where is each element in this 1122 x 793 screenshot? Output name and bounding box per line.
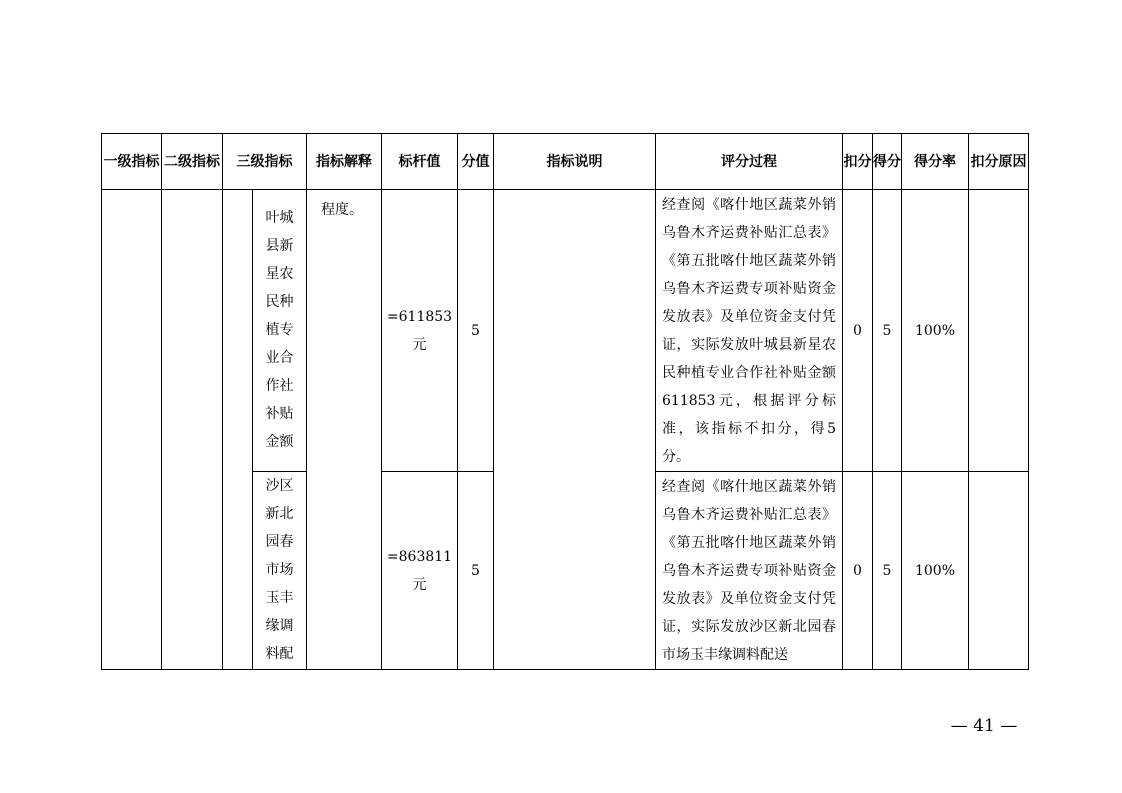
evaluation-table — [101, 133, 1029, 670]
target-cell: =863811元 — [382, 472, 458, 670]
reason-cell — [969, 190, 1029, 472]
header-rate: 得分率 — [902, 134, 969, 190]
deduct-cell: 0 — [843, 472, 873, 670]
score-cell: 5 — [458, 190, 494, 472]
target-cell: =611853元 — [382, 190, 458, 472]
header-level2: 二级指标 — [162, 134, 223, 190]
explain-cell: 程度。 — [307, 190, 382, 670]
header-level1: 一级指标 — [102, 134, 162, 190]
header-reason: 扣分原因 — [969, 134, 1029, 190]
header-explain: 指标解释 — [307, 134, 382, 190]
rate-cell: 100% — [902, 472, 969, 670]
header-got: 得分 — [873, 134, 902, 190]
header-row — [102, 134, 1029, 190]
header-deduct: 扣分 — [843, 134, 873, 190]
level2-cell — [162, 190, 223, 670]
table-row — [102, 190, 1029, 472]
score-cell: 5 — [458, 472, 494, 670]
indicator-cell — [253, 190, 307, 472]
indicator-name: 叶城县新星农民种植专业合作社补贴金额 — [265, 210, 294, 450]
got-cell: 5 — [873, 472, 902, 670]
got-cell: 5 — [873, 190, 902, 472]
indicator-name: 沙区新北园春市场玉丰缘调料配 — [265, 478, 294, 662]
header-process: 评分过程 — [656, 134, 843, 190]
process-cell: 经查阅《喀什地区蔬菜外销乌鲁木齐运费补贴汇总表》《第五批喀什地区蔬菜外销乌鲁木齐运费专项补贴资金发放表》及单位资金支付凭证，实际发放沙区新北园春市场玉丰缘调料配送 — [656, 472, 843, 670]
page-number: — 41 — — [950, 716, 1018, 736]
reason-cell — [969, 472, 1029, 670]
level3-cell — [223, 190, 253, 670]
header-note: 指标说明 — [494, 134, 656, 190]
rate-cell: 100% — [902, 190, 969, 472]
indicator-cell — [253, 472, 307, 670]
header-score: 分值 — [458, 134, 494, 190]
process-cell: 经查阅《喀什地区蔬菜外销乌鲁木齐运费补贴汇总表》《第五批喀什地区蔬菜外销乌鲁木齐运费专项补贴资金发放表》及单位资金支付凭证，实际发放叶城县新星农民种植专业合作社补贴金额611853元，根据评分标准，该指标不扣分，得5分。 — [656, 190, 843, 472]
note-cell — [494, 190, 656, 670]
deduct-cell: 0 — [843, 190, 873, 472]
level1-cell — [102, 190, 162, 670]
header-level3: 三级指标 — [223, 134, 307, 190]
header-target: 标杆值 — [382, 134, 458, 190]
